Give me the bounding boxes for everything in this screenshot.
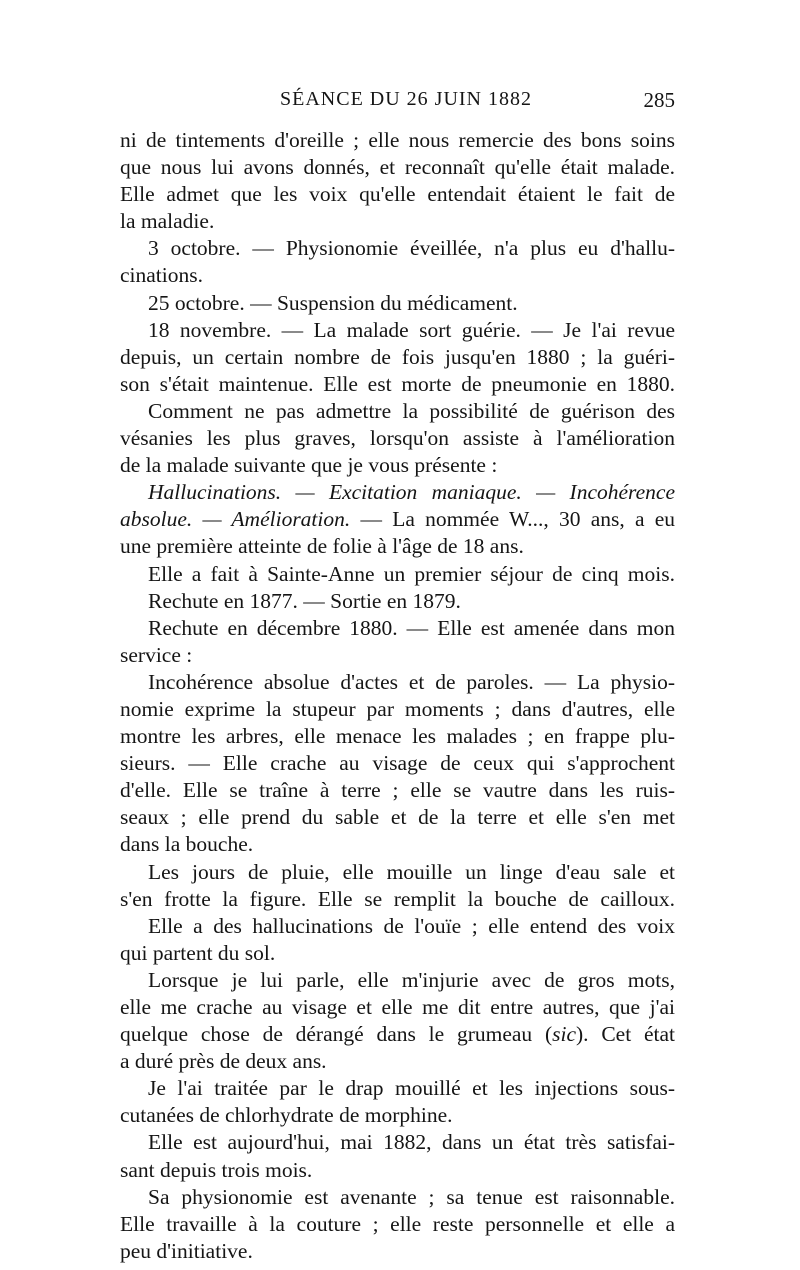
text-line: cinations. xyxy=(120,263,203,288)
text-line: a duré près de deux ans. xyxy=(120,1049,327,1074)
text-line: Comment ne pas admettre la possibilité de guérison des xyxy=(148,398,675,423)
text-line: de la malade suivante que je vous présente : xyxy=(120,453,498,478)
text-line: Elle admet que les voix qu'elle entendait étaient le fait de xyxy=(120,182,675,207)
text-line: Elle travaille à la couture ; elle reste personnelle et elle a xyxy=(120,1211,675,1236)
text-line: sant depuis trois mois. xyxy=(120,1157,313,1182)
text-line: cutanées de chlorhydrate de morphine. xyxy=(120,1103,453,1128)
running-head xyxy=(120,88,675,118)
text-line: nomie exprime la stupeur par moments ; dans d'autres, elle xyxy=(120,696,675,721)
text-line: seaux ; elle prend du sable et de la terre et elle s'en met xyxy=(120,805,675,830)
text-line: elle me crache au visage et elle me dit entre autres, que j'ai xyxy=(120,995,675,1019)
text-line: Rechute en 1877. — Sortie en 1879. xyxy=(148,588,461,613)
text-line: montre les arbres, elle menace les malades ; en frappe plu- xyxy=(120,724,675,749)
text-line: Elle a fait à Sainte-Anne un premier séjour de cinq mois. xyxy=(148,561,675,586)
page-number: 285 xyxy=(643,88,675,112)
text-line: Sa physionomie est avenante ; sa tenue est raisonnable. xyxy=(148,1184,675,1209)
text-line: son s'était maintenue. Elle est morte de pneumonie en 1880. xyxy=(120,371,675,396)
text-line: depuis, un certain nombre de fois jusqu'en 1880 ; la guéri- xyxy=(120,344,675,369)
text-line: vésanies les plus graves, lorsqu'on assiste à l'amélioration xyxy=(120,426,675,451)
text-line: une première atteinte de folie à l'âge de 18 ans. xyxy=(120,534,524,559)
text-line: Les jours de pluie, elle mouille un linge d'eau sale et xyxy=(148,859,675,884)
text-line: Je l'ai traitée par le drap mouillé et les injections sous- xyxy=(148,1076,675,1101)
text-line: dans la bouche. xyxy=(120,832,254,857)
text-line: 3 octobre. — Physionomie éveillée, n'a plus eu d'hallu- xyxy=(148,236,675,261)
running-title: SÉANCE DU 26 JUIN 1882 xyxy=(280,88,532,110)
text-line: s'en frotte la figure. Elle se remplit la bouche de cailloux. xyxy=(120,886,675,911)
text-line: 18 novembre. — La malade sort guérie. — Je l'ai revue xyxy=(148,317,675,342)
text-line: la maladie. xyxy=(120,209,215,234)
text-line: service : xyxy=(120,642,193,667)
text-line: d'elle. Elle se traîne à terre ; elle se vautre dans les ruis- xyxy=(120,778,675,803)
text-line: 25 octobre. — Suspension du médicament. xyxy=(148,290,518,315)
text-line: Elle a des hallucinations de l'ouïe ; elle entend des voix xyxy=(148,913,675,938)
text-line: Lorsque je lui parle, elle m'injurie avec de gros mots, xyxy=(148,967,675,992)
text-line: qui partent du sol. xyxy=(120,940,276,965)
text-line: Incohérence absolue d'actes et de paroles. — La physio- xyxy=(148,669,675,694)
text-line: absolue. — Amélioration. — La nommée W..., 30 ans, a eu xyxy=(120,507,675,532)
text-line: que nous lui avons donnés, et reconnaît qu'elle était malade. xyxy=(120,155,675,180)
text-line: Elle est aujourd'hui, mai 1882, dans un état très satisfai- xyxy=(148,1130,675,1155)
text-line: quelque chose de dérangé dans le grumeau (sic). Cet état xyxy=(120,1022,675,1047)
text-line: peu d'initiative. xyxy=(120,1238,253,1263)
text-line: Hallucinations. — Excitation maniaque. — Incohérence xyxy=(148,480,675,505)
text-line: ni de tintements d'oreille ; elle nous remercie des bons soins xyxy=(120,128,675,152)
body-text xyxy=(120,127,675,1265)
text-line: sieurs. — Elle crache au visage de ceux qui s'approchent xyxy=(120,751,675,776)
text-line: Rechute en décembre 1880. — Elle est amenée dans mon xyxy=(148,615,675,640)
